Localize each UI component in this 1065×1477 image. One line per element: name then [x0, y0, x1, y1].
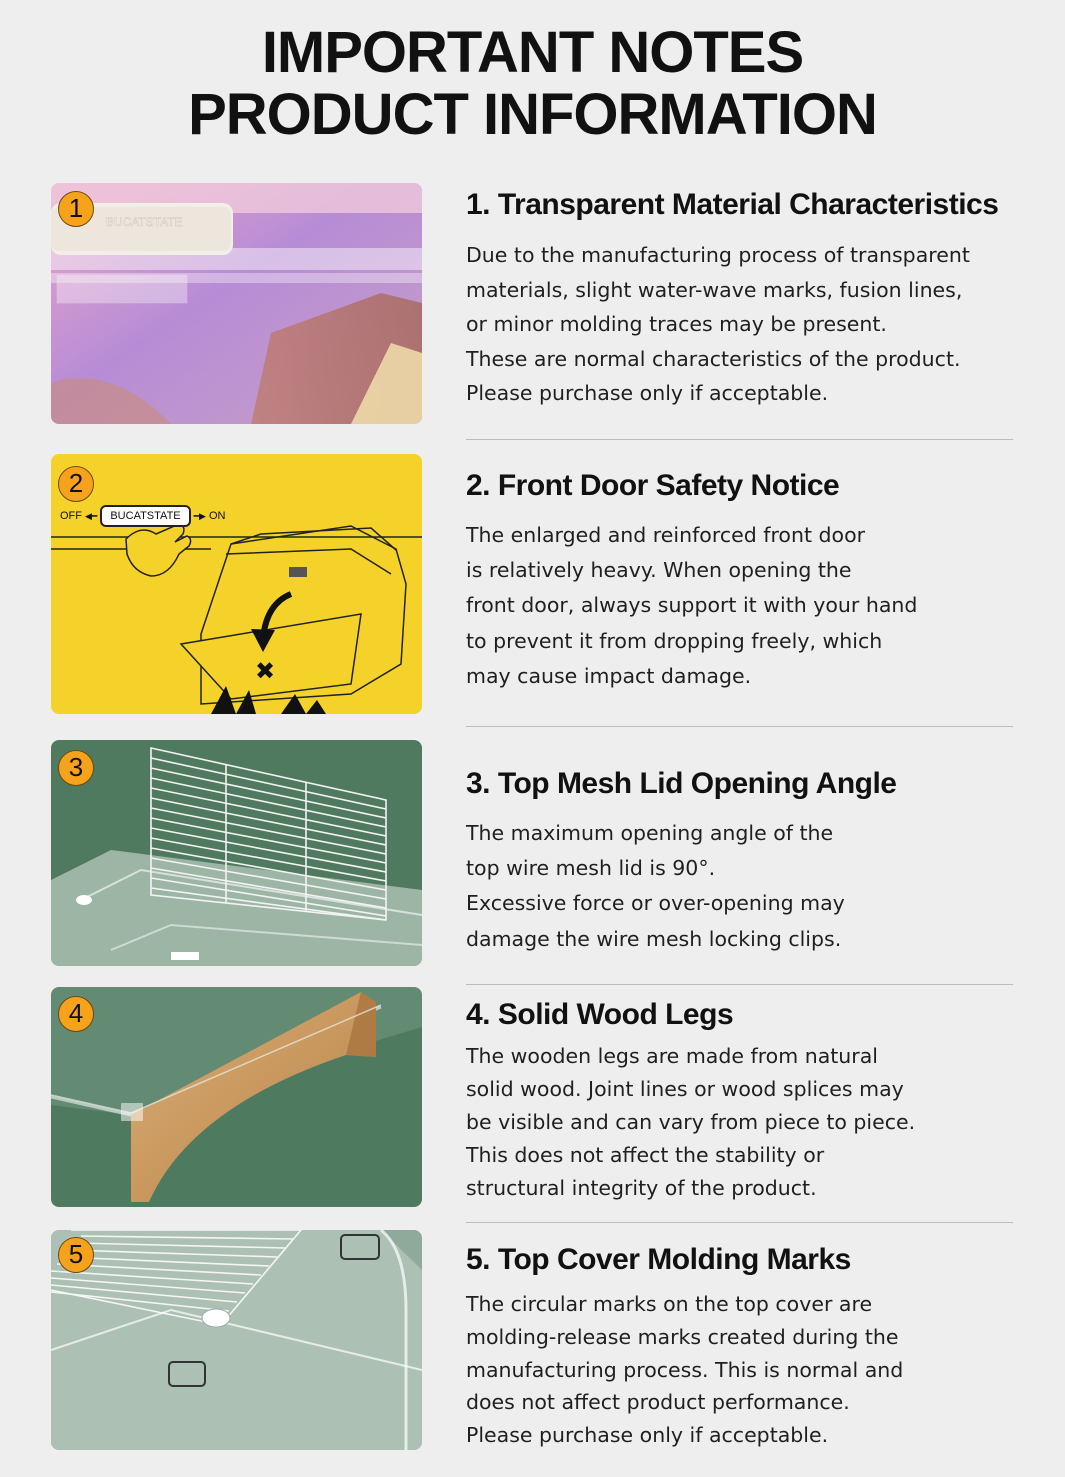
- section-3-line: top wire mesh lid is 90°.: [466, 856, 716, 881]
- section-4-body: [466, 1040, 1026, 1205]
- divider: [466, 1222, 1013, 1223]
- photo-front-door: [51, 454, 422, 714]
- title-line-2: PRODUCT INFORMATION: [188, 82, 877, 147]
- switch-off-label: OFF: [60, 510, 82, 522]
- section-4-line: structural integrity of the product.: [466, 1176, 817, 1200]
- photo-mesh-lid: [51, 740, 422, 966]
- section-3-body: [466, 816, 1026, 957]
- divider: [466, 439, 1013, 440]
- section-1-line: These are normal characteristics of the product.: [466, 346, 961, 371]
- arrow-left-icon: ◀━: [85, 510, 98, 521]
- section-2-line: is relatively heavy. When opening the: [466, 558, 852, 583]
- section-4-title: 4. Solid Wood Legs: [466, 998, 734, 1031]
- section-2-line: to prevent it from dropping freely, which: [466, 628, 883, 653]
- badge-3: 3: [58, 750, 94, 786]
- title-line-1: IMPORTANT NOTES: [261, 20, 804, 85]
- badge-1: 1: [58, 191, 94, 227]
- mesh-lid-illustration: [51, 740, 422, 966]
- lock-switch: [60, 505, 225, 527]
- badge-2: 2: [58, 466, 94, 502]
- section-3-line: The maximum opening angle of the: [466, 821, 834, 845]
- transparent-material-illustration: [51, 183, 422, 424]
- divider: [466, 726, 1013, 727]
- section-2-title: 2. Front Door Safety Notice: [466, 469, 840, 502]
- front-door-illustration: [51, 454, 422, 714]
- section-4-line: be visible and can vary from piece to piece.: [466, 1110, 916, 1134]
- section-5-title: 5. Top Cover Molding Marks: [466, 1243, 851, 1276]
- photo-wood-legs: [51, 987, 422, 1207]
- section-3-line: damage the wire mesh locking clips.: [466, 926, 842, 951]
- section-3-title: 3. Top Mesh Lid Opening Angle: [466, 767, 897, 800]
- section-2-body: [466, 518, 1026, 694]
- photo-top-cover: [51, 1230, 422, 1450]
- switch-on-label: ON: [208, 510, 226, 522]
- section-1-title: 1. Transparent Material Characteristics: [466, 188, 999, 221]
- section-2-line: may cause impact damage.: [466, 663, 752, 688]
- divider: [466, 984, 1013, 985]
- section-1-line: Due to the manufacturing process of transparent: [466, 243, 970, 267]
- section-5-line: The circular marks on the top cover are: [466, 1292, 873, 1316]
- top-cover-illustration: [51, 1230, 422, 1450]
- badge-5: 5: [58, 1237, 94, 1273]
- section-1-line: materials, slight water-wave marks, fusion lines,: [466, 277, 963, 302]
- section-2-line: front door, always support it with your hand: [466, 593, 918, 618]
- badge-4: 4: [58, 996, 94, 1032]
- section-5-line: Please purchase only if acceptable.: [466, 1423, 829, 1448]
- section-4-line: This does not affect the stability or: [466, 1143, 825, 1167]
- page-title: [0, 22, 1065, 146]
- section-4-line: The wooden legs are made from natural: [466, 1044, 878, 1068]
- svg-text:✖: ✖: [255, 657, 276, 685]
- section-2-line: The enlarged and reinforced front door: [466, 523, 866, 547]
- wood-legs-illustration: [51, 987, 422, 1207]
- section-4-line: solid wood. Joint lines or wood splices may: [466, 1077, 904, 1101]
- arrow-right-icon: ━▶: [193, 510, 206, 521]
- section-3-line: Excessive force or over-opening may: [466, 891, 845, 916]
- section-1-body: [466, 238, 1026, 411]
- section-5-line: does not affect product performance.: [466, 1390, 850, 1415]
- photo-brand-label: BUCATSTATE: [106, 215, 183, 229]
- section-1-line: Please purchase only if acceptable.: [466, 381, 829, 405]
- photo-transparent-material: [51, 183, 422, 424]
- section-5-line: manufacturing process. This is normal and: [466, 1357, 904, 1382]
- section-5-line: molding-release marks created during the: [466, 1324, 899, 1349]
- section-1-line: or minor molding traces may be present.: [466, 312, 887, 336]
- switch-button-label: BUCATSTATE: [100, 505, 190, 527]
- section-5-body: [466, 1288, 1026, 1452]
